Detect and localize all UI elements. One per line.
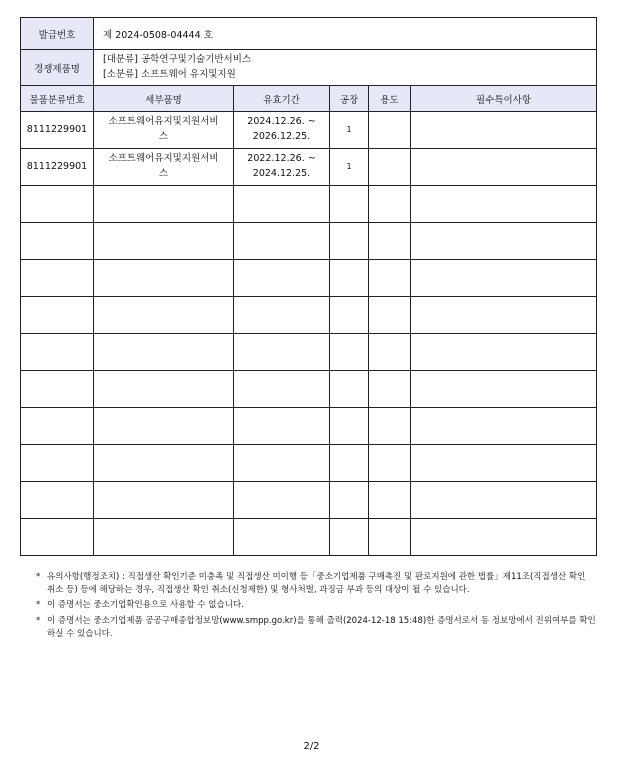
notes-section [36,571,596,643]
table-row [21,149,597,186]
table-row [21,112,597,149]
page-number: 2/2 [303,741,320,752]
detail-name-line1: 소프트웨어유지및지원서비 [108,153,219,165]
product-name-value [94,50,597,86]
product-minor-category: [소분류] 소프트웨어 유지및지원 [103,68,236,80]
column-header-row [21,86,597,112]
header-usage: 용도 [369,86,411,112]
empty-row [21,519,597,556]
factory-cell: 1 [330,112,369,149]
empty-row [21,334,597,371]
bullet-icon: * [36,572,41,582]
usage-cell [369,112,411,149]
issue-number-value: 제 2024-0508-04444 호 [94,18,597,50]
classification-code-cell: 8111229901 [21,149,94,186]
header-classification-code: 물품분류번호 [21,86,94,112]
note-item [36,615,596,641]
empty-row [21,445,597,482]
note-text: 이 증명서는 중소기업제품 공공구매종합정보망(www.smpp.go.kr)을 통해 출력(2024-12-18 15:48)한 증명서로서 동 정보망에서 진위여부를 확인하실 수 있습니다. [47,615,596,639]
product-name-label: 경쟁제품명 [21,50,94,86]
empty-row [21,260,597,297]
note-item [36,599,596,612]
bullet-icon: * [36,600,41,611]
detail-name-cell [94,149,234,186]
issue-number-label: 발급번호 [21,18,94,50]
header-special-notes: 필수특이사항 [411,86,597,112]
empty-row [21,371,597,408]
empty-row [21,223,597,260]
empty-row [21,408,597,445]
detail-name-cell [94,112,234,149]
empty-row [21,186,597,223]
header-detail-name: 세부품명 [94,86,234,112]
special-notes-cell [411,149,597,186]
period-end: 2026.12.25. [252,131,311,142]
empty-row [21,482,597,519]
issue-number-row [21,18,597,50]
header-factory: 공장 [330,86,369,112]
note-text: 유의사항(행정조치) : 직접생산 확인기준 미충족 및 직접생산 미이행 등「중소기업제품 구매촉진 및 판로지원에 관한 법률」제11조(직접생산 확인 취소 등) 등에 해당하는 경우, 직접생산 확인 취소(신청제한) 및 형사처벌, 과징금 부과 등의 대상이 될 수 있습니다. [47,572,586,596]
empty-row [21,297,597,334]
period-start: 2022.12.26. ~ [247,153,316,165]
period-start: 2024.12.26. ~ [247,116,316,128]
special-notes-cell [411,112,597,149]
note-item [36,571,596,597]
detail-name-line1: 소프트웨어유지및지원서비 [108,116,219,128]
certificate-table [20,17,597,556]
header-validity-period: 유효기간 [234,86,330,112]
factory-cell: 1 [330,149,369,186]
product-name-row [21,50,597,86]
classification-code-cell: 8111229901 [21,112,94,149]
validity-period-cell [234,112,330,149]
usage-cell [369,149,411,186]
detail-name-line2: 스 [158,131,169,142]
note-text: 이 증명서는 중소기업확인용으로 사용할 수 없습니다. [47,600,244,611]
detail-name-line2: 스 [158,168,169,179]
product-major-category: [대분류] 공학연구및기술기반서비스 [103,53,252,65]
bullet-icon: * [36,615,41,626]
validity-period-cell [234,149,330,186]
period-end: 2024.12.25. [252,168,311,179]
